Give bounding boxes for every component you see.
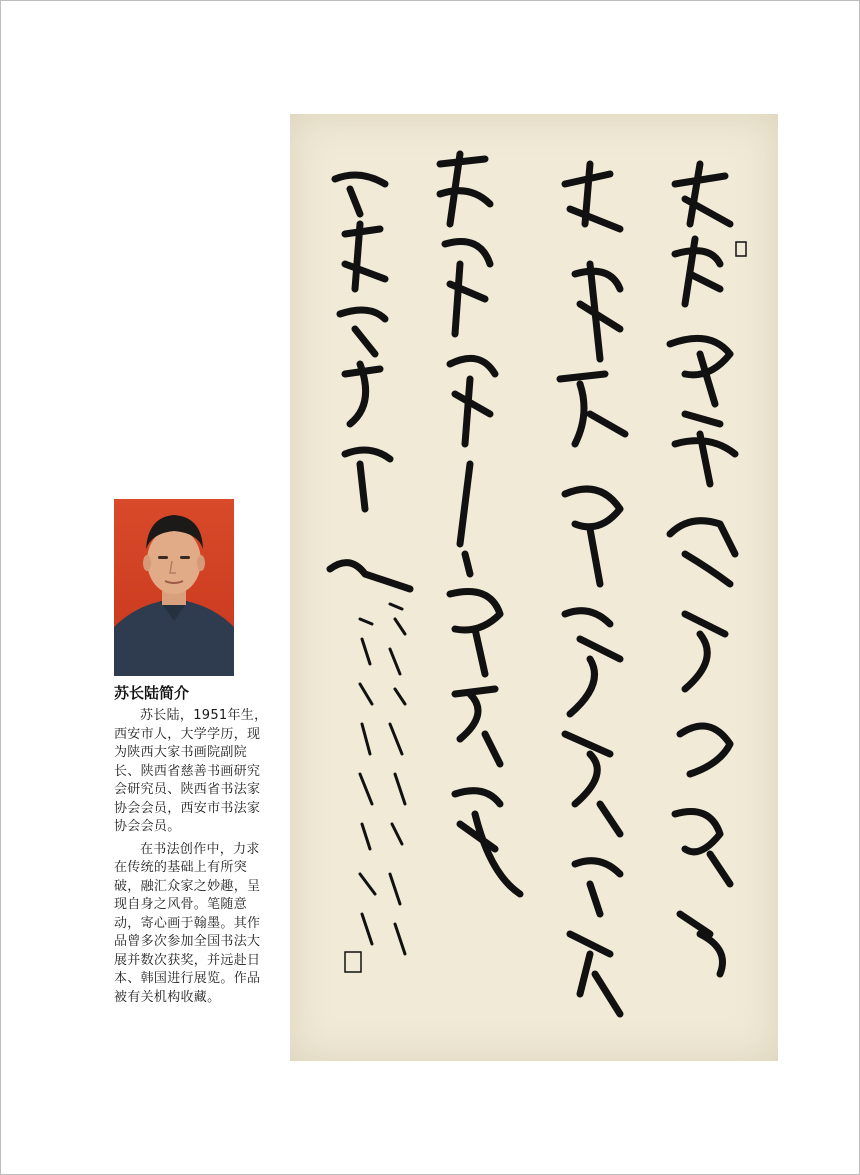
seal-top	[736, 242, 746, 256]
portrait-photo	[114, 499, 234, 676]
bio-paragraph-1: 苏长陆，1951年生，西安市人，大学学历，现为陕西大家书画院副院长、陕西省慈善书画研究会研究员、陕西省书法家协会会员，西安市书法家协会会员。	[114, 708, 268, 834]
calligraphy-column-2	[560, 164, 625, 1014]
bio-paragraph-2: 在书法创作中，力求在传统的基础上有所突破，融汇众家之妙趣，呈现自身之风骨。笔随意动，寄心画于翰墨。其作品曾多次参加全国书法大展并数次获奖，并远赴日本、韩国进行展览。作品被有关机构收藏。	[114, 841, 261, 1005]
bio-title: 苏长陆简介	[114, 684, 190, 702]
bio-text	[114, 707, 272, 1011]
calligraphy-column-3	[440, 154, 520, 894]
calligraphy-column-1	[670, 164, 735, 974]
seal-bottom	[345, 952, 361, 972]
calligraphy-column-4	[330, 175, 410, 589]
inscription-text	[360, 604, 405, 954]
calligraphy-artwork	[290, 114, 778, 1061]
